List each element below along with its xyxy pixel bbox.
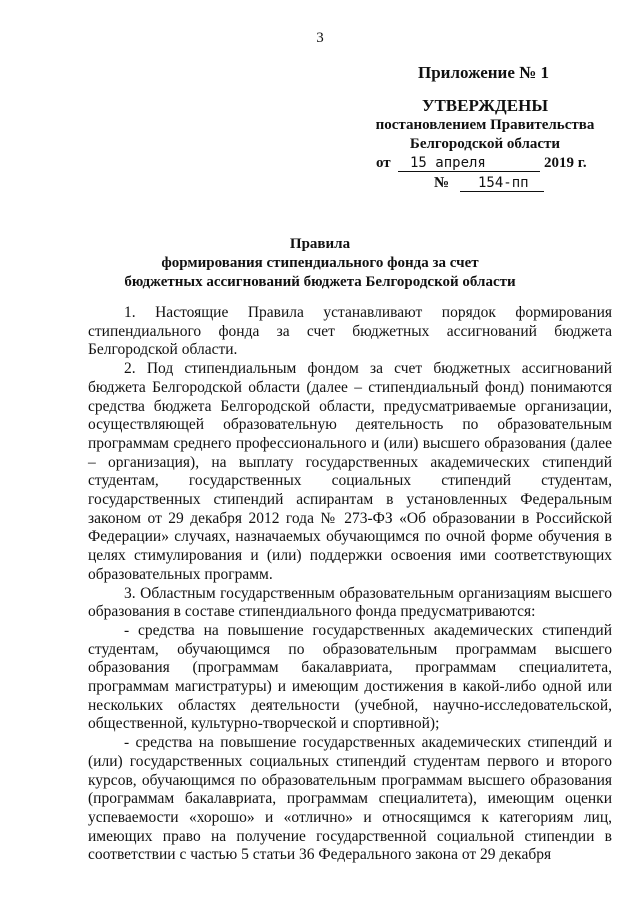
document-body xyxy=(88,304,612,865)
document-title xyxy=(40,235,600,292)
page-number: 3 xyxy=(316,30,324,46)
approval-number-line xyxy=(360,174,610,194)
approval-date-line xyxy=(360,154,610,174)
date-prefix: от xyxy=(376,155,391,171)
appendix-label: Приложение № 1 xyxy=(418,63,549,82)
approval-line-1: постановлением Правительства xyxy=(375,117,595,133)
number-prefix: № xyxy=(434,175,450,191)
date-handwritten: 15 апреля xyxy=(410,155,486,171)
paragraph-3: 3. Областным государственным образовательным организациям высшего образования в составе стипендиального фонда предусматриваются: xyxy=(88,584,612,621)
approval-title: УТВЕРЖДЕНЫ xyxy=(421,96,549,115)
title-line-3: бюджетных ассигнований бюджета Белгородской области xyxy=(124,274,516,290)
approval-line-2: Белгородской области xyxy=(409,136,561,152)
title-line-2: формирования стипендиального фонда за счет xyxy=(161,255,479,271)
paragraph-2: 2. Под стипендиальным фондом за счет бюджетных ассигнований бюджета Белгородской области (далее – стипендиальный фонд) понимаются средства бюджета Белгородской области, предусматриваемые организации, осуществляющей образовательную деятельность по образовательным программам среднего профессионального и (или) высшего образования (далее – организация), на выплату государственных академических стипендий студентам, государственных социальных стипендий студентам, государственных стипендий аспирантам в установленных Федеральным законом от 29 декабря 2012 года № 273-ФЗ «Об образовании в Российской Федерации» случаях, назначаемых обучающимся по очной форме обучения в целях стимулирования и (или) поддержки освоения ими соответствующих образовательных программ. xyxy=(88,360,612,583)
date-suffix: 2019 г. xyxy=(544,155,587,171)
paragraph-4: - средства на повышение государственных академических стипендий студентам, обучающимся по образовательным программам высшего образования (программам бакалавриата, программам специалитета, программам магистратуры) и имеющим достижения в какой-либо одной или нескольких областях деятельности (учебной, научно-исследовательской, общественной, культурно-творческой и спортивной); xyxy=(88,621,612,733)
paragraph-1: 1. Настоящие Правила устанавливают порядок формирования стипендиального фонда за счет бюджетных ассигнований бюджета Белгородской области. xyxy=(88,304,612,359)
paragraph-5: - средства на повышение государственных академических стипендий и (или) государственных социальных стипендий студентам первого и второго курсов, обучающимся по образовательным программам высшего образования (программам бакалавриата, программам специалитета), имеющим оценки успеваемости «хорошо» и «отлично» и относящимся к категориям лиц, имеющих право на получение государственной социальной стипендии в соответствии с частью 5 статьи 36 Федерального закона от 29 декабря xyxy=(88,734,612,864)
title-line-1: Правила xyxy=(289,236,351,252)
approval-block xyxy=(360,96,610,194)
number-handwritten: 154-пп xyxy=(478,175,529,191)
